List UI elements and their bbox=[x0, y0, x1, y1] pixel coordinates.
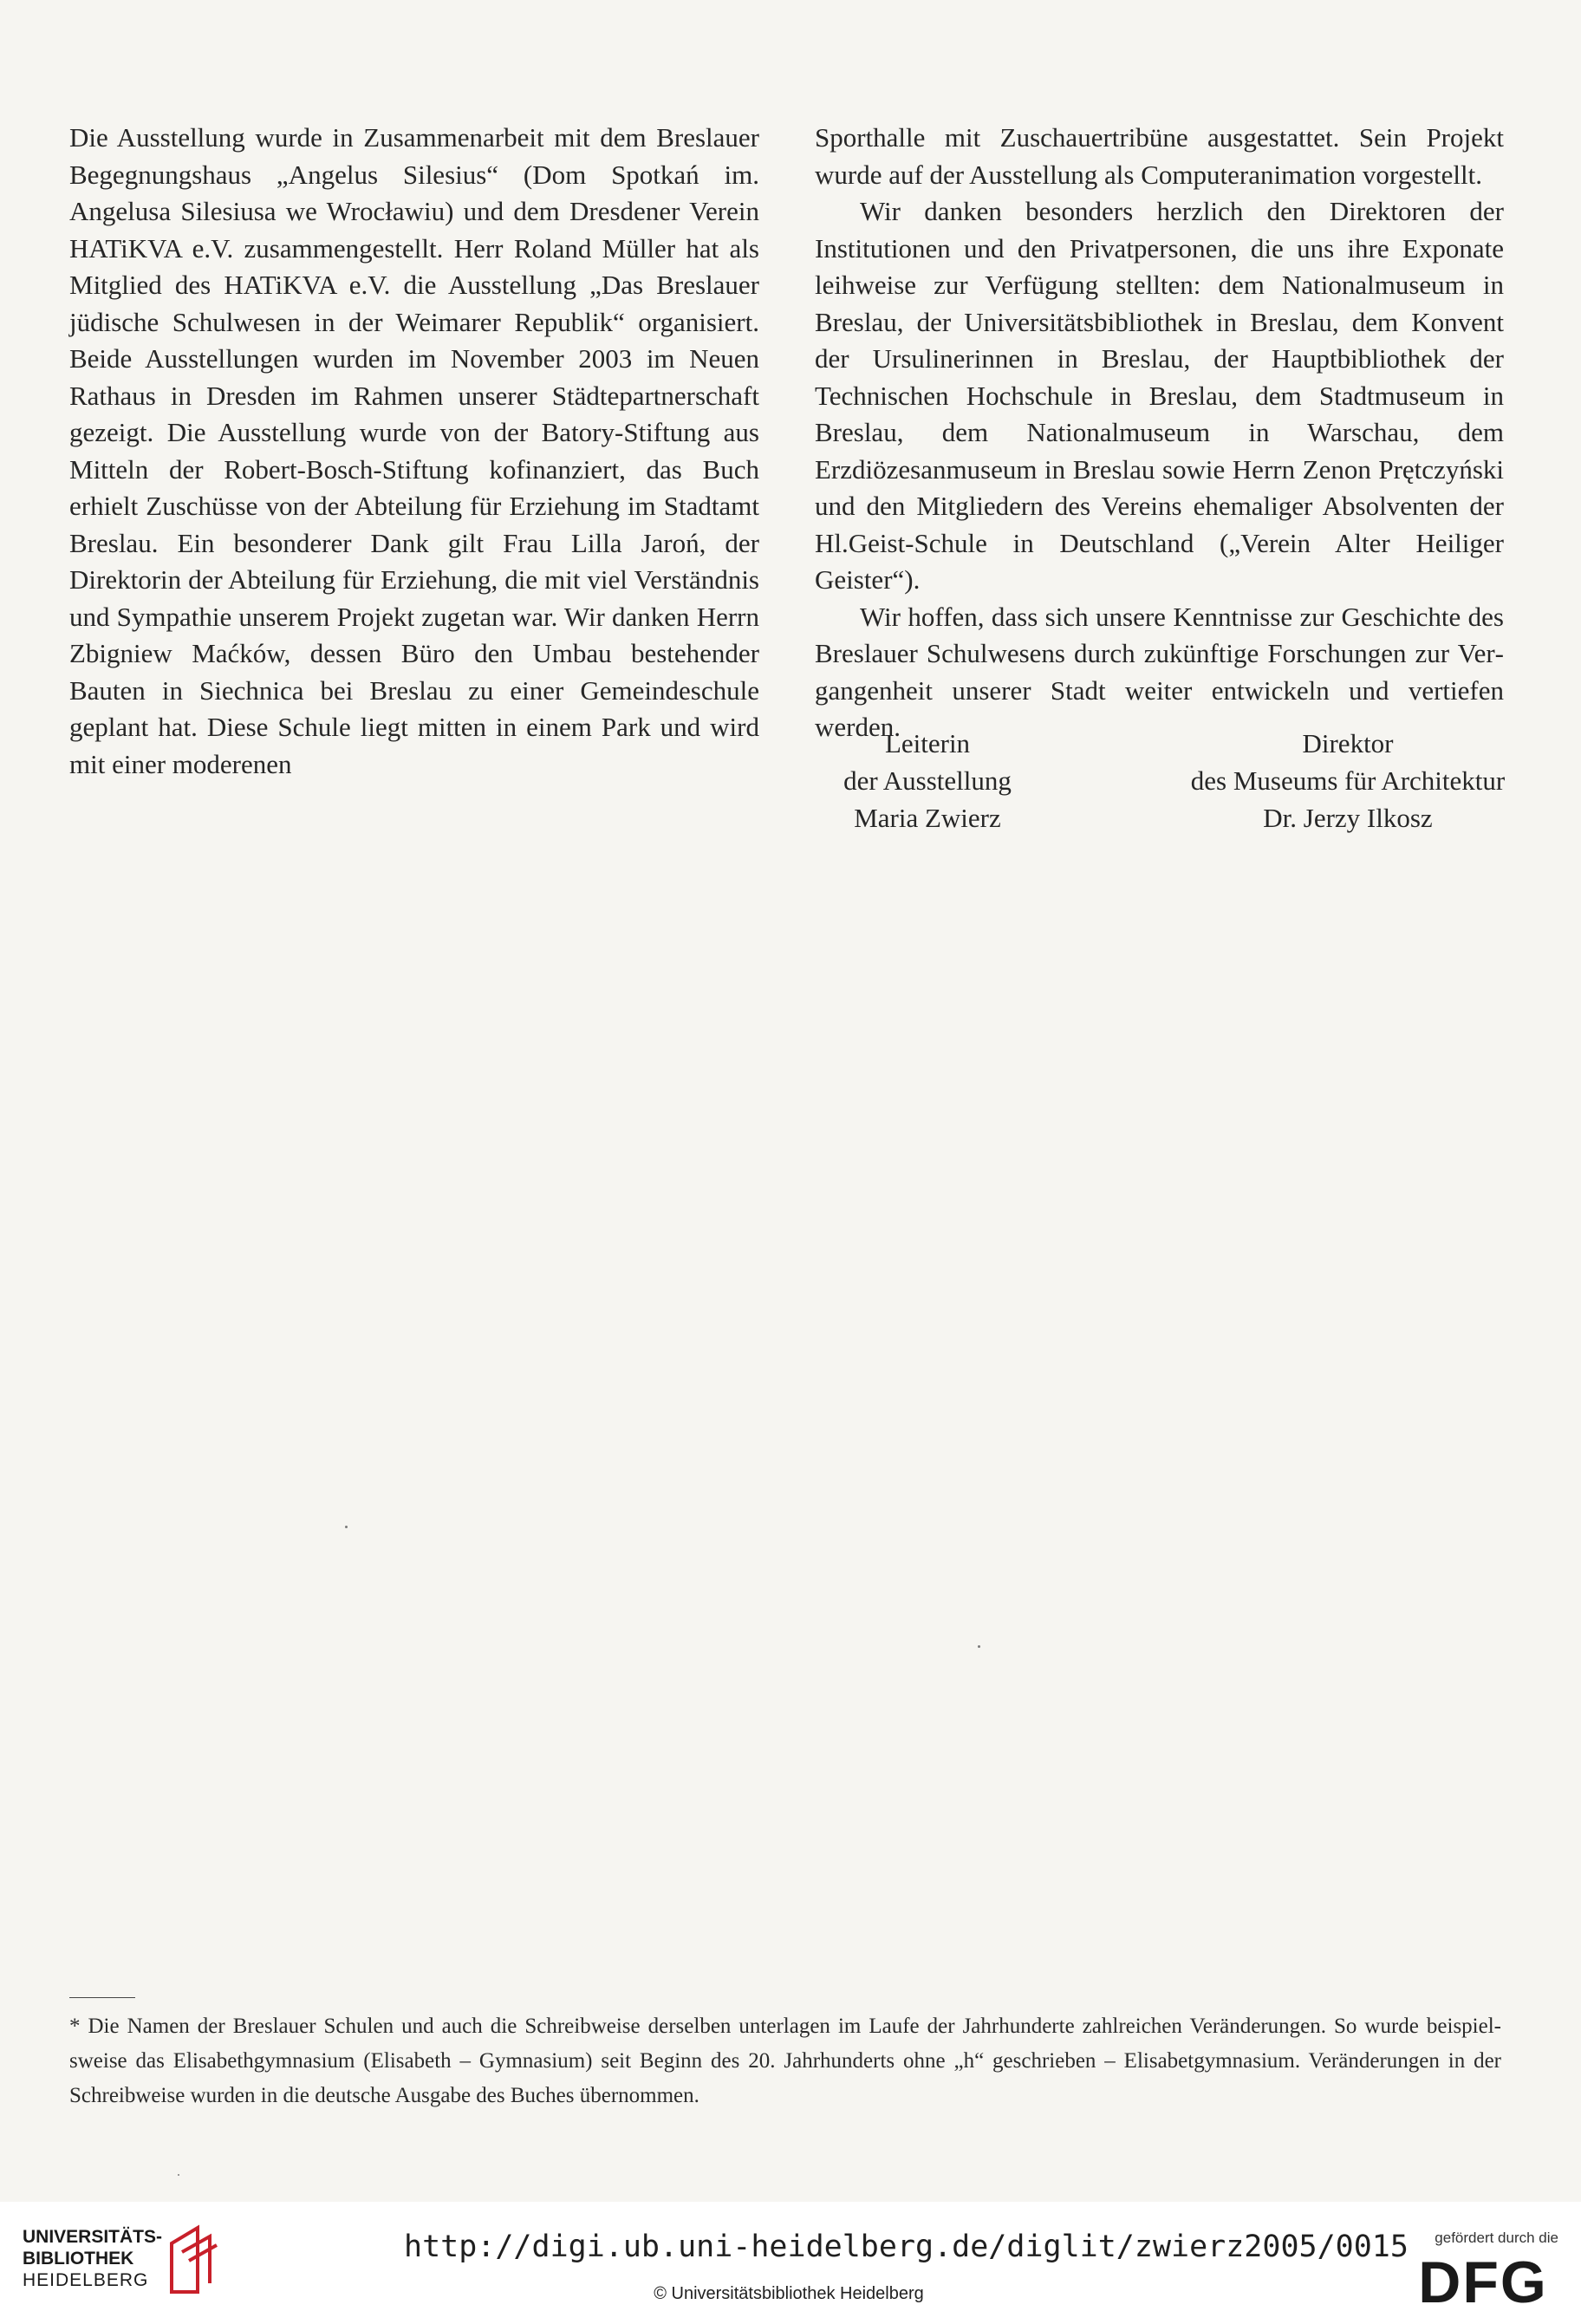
signature-block bbox=[815, 725, 1508, 846]
signature-exhibition-head bbox=[815, 725, 1040, 837]
signature-role: Leiterin bbox=[884, 728, 971, 758]
right-text-column bbox=[815, 120, 1504, 746]
digitization-url-link[interactable]: http://digi.ub.uni-heidelberg.de/diglit/zwierz2005/0015 bbox=[404, 2230, 1409, 2264]
paragraph: Wir hoffen, dass sich unsere Kenntnisse zur Geschichte des Breslauer Schulwesens durch zukünftige Forschungen zur Vergangenheit unserer Stadt weiter entwickeln und vertiefen werden. bbox=[815, 601, 1504, 742]
copyright-notice: © Universitätsbibliothek Heidelberg bbox=[654, 2284, 924, 2303]
signature-role: Direktor bbox=[1302, 728, 1394, 758]
ub-mark-icon bbox=[159, 2223, 220, 2297]
left-text-column bbox=[69, 120, 759, 783]
scan-speck bbox=[178, 2174, 179, 2176]
paragraph: Sporthalle mit Zuschauertribüne ausgestattet. Sein Projekt wurde auf der Ausstellung als Computeranimation vorgestellt. bbox=[815, 122, 1504, 190]
footnote-rule bbox=[69, 1997, 135, 1998]
signature-name: Maria Zwierz bbox=[854, 803, 1001, 833]
scan-speck bbox=[978, 1645, 980, 1648]
funder-caption: gefördert durch die bbox=[1435, 2230, 1558, 2246]
signature-museum-director bbox=[1187, 725, 1508, 837]
signature-name: Dr. Jerzy Ilkosz bbox=[1263, 803, 1433, 833]
dfg-logo-icon[interactable] bbox=[1406, 2252, 1560, 2309]
digitization-footer bbox=[0, 2202, 1581, 2324]
scan-speck bbox=[345, 1526, 348, 1528]
paragraph: Die Ausstellung wurde in Zusammenarbeit mit dem Breslauer Begegnungshaus „Angelus Silesius“ (Dom Spotkań im. Angelusa Silesiusa we Wrocławiu) und dem Dresdener Verein HATiKVA e.V. zusammengestellt. Herr Roland Müller hat als Mitglied des HATiKVA e.V. die Ausstellung „Das Breslauer jüdische Schulwesen in der Weimarer Republik“ organisiert. Beide Ausstellungen wurden im November 2003 im Neuen Rathaus in Dresden im Rahmen unserer Städtepartnerschaft gezeigt. Die Ausstellung wurde von der Batory-Stiftung aus Mitteln der Robert-Bosch-Stiftung kofinanziert, das Buch erhielt Zuschüsse von der Abteilung für Erziehung im Stadtamt Breslau. Ein besonderer Dank gilt Frau Lilla Jaroń, der Direktorin der Abteilung für Erziehung, die mit viel Verständnis und Sympathie unserem Projekt zugetan war. Wir danken Herrn Zbigniew Maćków, dessen Büro den Umbau bestehender Bauten in Siechnica bei Breslau zu einer Gemeindeschule geplant hat. Diese Schule liegt mitten in einem Park und wird mit einer moderenen bbox=[69, 122, 759, 779]
signature-role-detail: des Museums für Architektur bbox=[1190, 765, 1506, 796]
svg-text:DFG: DFG bbox=[1418, 2252, 1548, 2309]
library-name: UNIVERSITÄTS- BIBLIOTHEK HEIDELBERG bbox=[23, 2227, 163, 2290]
footnote: * Die Namen der Breslauer Schulen und auch die Schreibweise derselben unterlagen im Laufe der Jahrhunderte zahlreichen Veränderungen. So wurde beispielsweise das Elisabethgymnasium (Elisabeth – Gymnasium) seit Beginn des 20. Jahrhunderts ohne „h“ geschrieben – Elisabetgymnasium. Veränderungen in der Schreibweise wurden in die deutsche Ausgabe des Buches übernommen. bbox=[69, 2015, 1501, 2107]
signature-role-detail: der Ausstellung bbox=[843, 765, 1012, 796]
paragraph: Wir danken besonders herzlich den Direktoren der Institutionen und den Privatpersonen, die uns ihre Exponate leihweise zur Verfügung stellten: dem Nationalmuseum in Breslau, der Universitätsbibliothek in Breslau, dem Konvent der Ursulinerinnen in Breslau, der Hauptbibliothek der Technischen Hochschule in Breslau, dem Stadtmuseum in Breslau, dem Nationalmuseum in Warschau, dem Erzdiözesanmuseum in Breslau sowie Herrn Zenon Prętczyński und den Mitgliedern des Vereins ehemaliger Absolventen der Hl.Geist-Schule in Deutschland („Verein Alter Heiliger Geister“). bbox=[815, 196, 1504, 595]
